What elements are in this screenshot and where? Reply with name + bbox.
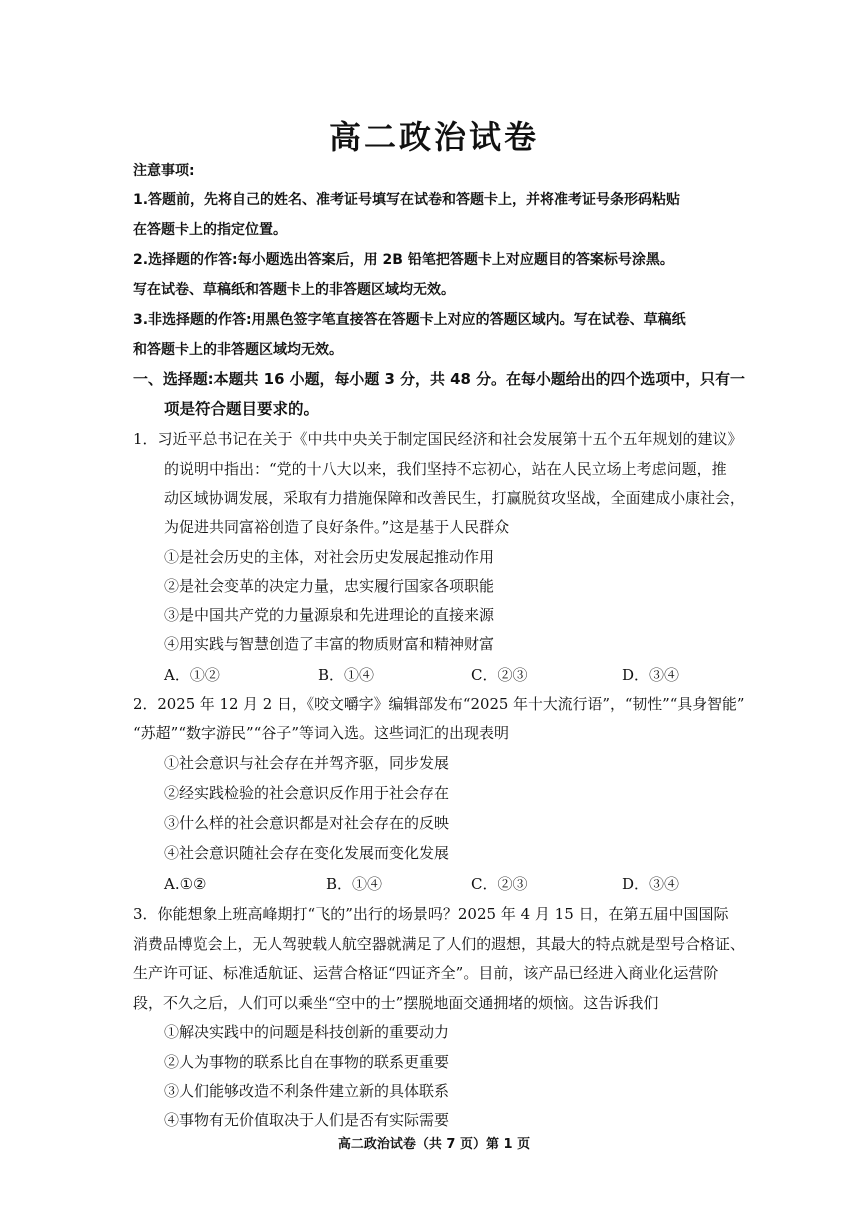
notice-item-2-line-1: 2.选择题的作答:每小题选出答案后，用 2B 铅笔把答题卡上对应题目的答案标号涂黑。 [133,252,674,268]
section-1-heading-line-1: 一、选择题:本题共 16 小题，每小题 3 分，共 48 分。在每小题给出的四个选项中，只有一 [133,370,745,388]
notice-item-3-line-1: 3.非选择题的作答:用黑色签字笔直接答在答题卡上对应的答题区域内。写在试卷、草稿纸 [133,312,686,328]
q2-stem-line-2: “苏超”“数字游民”“谷子”等词入选。这些词汇的出现表明 [133,724,510,742]
page-title: 高二政治试卷 [328,118,539,156]
q1-stem-line-4: 为促进共同富裕创造了良好条件。”这是基于人民群众 [164,518,510,536]
notice-item-2-line-2: 写在试卷、草稿纸和答题卡上的非答题区域均无效。 [133,282,455,298]
notice-heading: 注意事项: [133,163,195,179]
q1-statement-4: ④用实践与智慧创造了丰富的物质财富和精神财富 [164,635,495,653]
q2-option-d: D．③④ [622,875,680,893]
q3-statement-3: ③人们能够改造不利条件建立新的具体联系 [164,1082,450,1100]
q1-option-b: B．①④ [318,666,375,684]
q2-option-c: C．②③ [471,875,528,893]
q1-stem-line-2: 的说明中指出：“党的十八大以来，我们坚持不忘初心，站在人民立场上考虑问题，推 [164,460,727,478]
q2-statement-2: ②经实践检验的社会意识反作用于社会存在 [164,784,450,802]
q2-stem-line-1: 2．2025 年 12 月 2 日，《咬文嚼字》编辑部发布“2025 年十大流行语”，“韧性”“具身智能” [133,695,745,713]
q3-stem-line-3: 生产许可证、标准适航证、运营合格证“四证齐全”。目前，该产品已经进入商业化运营阶 [133,964,719,982]
q3-statement-4: ④事物有无价值取决于人们是否有实际需要 [164,1111,450,1129]
q1-stem-line-1: 1．习近平总书记在关于《中共中央关于制定国民经济和社会发展第十五个五年规划的建议》 [133,430,743,448]
q2-statement-3: ③什么样的社会意识都是对社会存在的反映 [164,814,450,832]
q3-stem-line-4: 段，不久之后，人们可以乘坐“空中的士”摆脱地面交通拥堵的烦恼。这告诉我们 [133,994,659,1012]
q1-option-d: D．③④ [622,666,680,684]
q1-statement-1: ①是社会历史的主体，对社会历史发展起推动作用 [164,548,495,566]
q1-statement-3: ③是中国共产党的力量源泉和先进理论的直接来源 [164,606,495,624]
q3-statement-2: ②人为事物的联系比自在事物的联系更重要 [164,1053,450,1071]
q3-stem-line-1: 3．你能想象上班高峰期打“飞的”出行的场景吗？2025 年 4 月 15 日，在第五届中国国际 [133,905,729,923]
q1-statement-2: ②是社会变革的决定力量，忠实履行国家各项职能 [164,577,495,595]
q2-statement-4: ④社会意识随社会存在变化发展而变化发展 [164,844,450,862]
notice-item-3-line-2: 和答题卡上的非答题区域均无效。 [133,342,343,358]
q1-option-a: A．①② [164,666,220,684]
q2-statement-1: ①社会意识与社会存在并驾齐驱，同步发展 [164,754,450,772]
q3-stem-line-2: 消费品博览会上，无人驾驶载人航空器就满足了人们的遐想，其最大的特点就是型号合格证、 [133,935,745,953]
notice-item-1-line-1: 1.答题前，先将自己的姓名、准考证号填写在试卷和答题卡上，并将准考证号条形码粘贴 [133,192,681,208]
page-footer: 高二政治试卷（共 7 页）第 1 页 [337,1137,531,1152]
q2-option-a: A.①② [164,875,207,893]
section-1-heading-line-2: 项是符合题目要求的。 [164,400,320,418]
q2-option-b: B．①④ [326,875,383,893]
notice-item-1-line-2: 在答题卡上的指定位置。 [133,222,287,238]
q3-statement-1: ①解决实践中的问题是科技创新的重要动力 [164,1023,450,1041]
q1-option-c: C．②③ [471,666,528,684]
q1-stem-line-3: 动区域协调发展，采取有力措施保障和改善民生，打赢脱贫攻坚战，全面建成小康社会， [164,489,745,507]
